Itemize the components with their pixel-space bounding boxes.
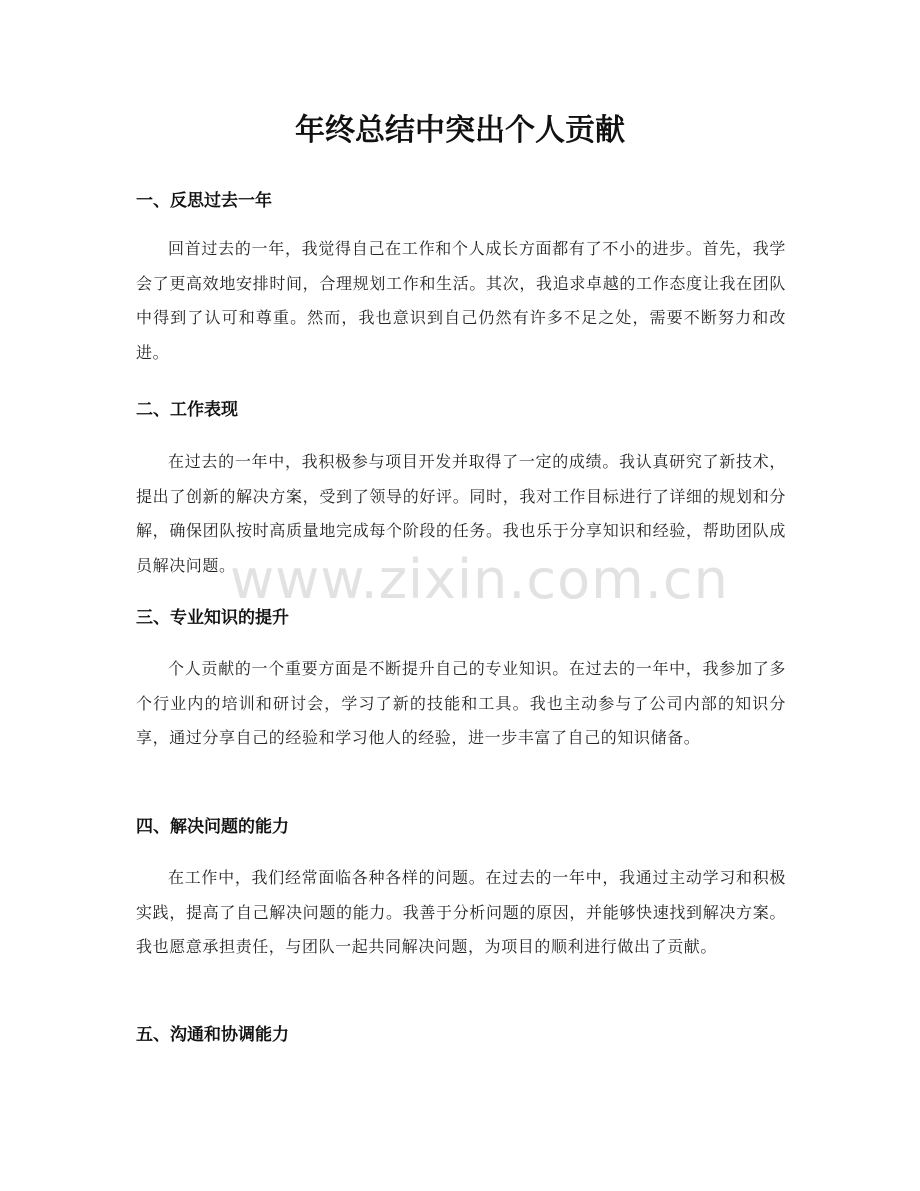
section-body-4: 在工作中，我们经常面临各种各样的问题。在过去的一年中，我通过主动学习和积极实践，提高了自己解决问题的能力。我善于分析问题的原因，并能够快速找到解决方案。我也愿意承担责任，与团队一起共同解决问题，为项目的顺利进行做出了贡献。 (136, 868, 786, 956)
section-heading-4: 四、解决问题的能力 (136, 817, 289, 837)
section-heading-5: 五、沟通和协调能力 (136, 1025, 289, 1045)
section-body-2: 在过去的一年中，我积极参与项目开发并取得了一定的成绩。我认真研究了新技术，提出了创新的解决方案，受到了领导的好评。同时，我对工作目标进行了详细的规划和分解，确保团队按时高质量地完成每个阶段的任务。我也乐于分享知识和经验，帮助团队成员解决问题。 (136, 452, 786, 575)
section-body-3: 个人贡献的一个重要方面是不断提升自己的专业知识。在过去的一年中，我参加了多个行业内的培训和研讨会，学习了新的技能和工具。我也主动参与了公司内部的知识分享，通过分享自己的经验和学习他人的经验，进一步丰富了自己的知识储备。 (136, 659, 786, 747)
watermark-text: www.zixin.com.cn (230, 548, 729, 611)
section-heading-1: 一、反思过去一年 (136, 191, 272, 211)
section-body-1: 回首过去的一年，我觉得自己在工作和个人成长方面都有了不小的进步。首先，我学会了更高效地安排时间，合理规划工作和生活。其次，我追求卓越的工作态度让我在团队中得到了认可和尊重。然而，我也意识到自己仍然有许多不足之处，需要不断努力和改进。 (136, 239, 786, 362)
document-title: 年终总结中突出个人贡献 (295, 113, 625, 148)
section-heading-3: 三、专业知识的提升 (136, 608, 289, 628)
section-heading-2: 二、工作表现 (136, 400, 238, 420)
